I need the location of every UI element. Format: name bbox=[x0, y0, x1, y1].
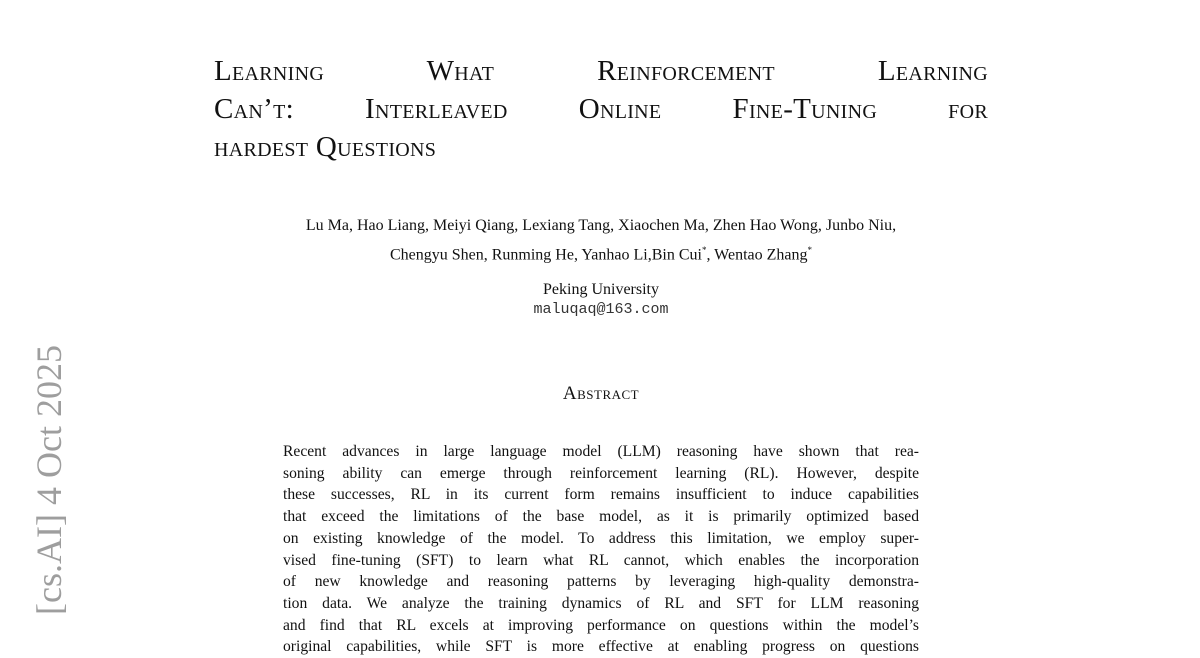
abstract-body bbox=[283, 441, 919, 658]
abstract-line: original capabilities, while SFT is more effective at enabling progress on questions bbox=[283, 638, 919, 656]
paper-title bbox=[214, 52, 988, 166]
abstract-line: and find that RL excels at improving performance on questions within the model’s bbox=[283, 616, 919, 634]
email-link[interactable]: maluqaq@163.com bbox=[533, 301, 669, 318]
title-line-1: Learning What Reinforcement Learning bbox=[214, 55, 988, 87]
arxiv-stamp bbox=[28, 345, 72, 648]
abstract-line: on existing knowledge of the model. To address this limitation, we employ super- bbox=[283, 529, 919, 547]
abstract-line: Recent advances in large language model (LLM) reasoning have shown that rea- bbox=[283, 443, 919, 460]
corresponding-marker: * bbox=[701, 245, 707, 255]
author-line-2 bbox=[214, 238, 988, 267]
corresponding-marker: * bbox=[807, 245, 813, 255]
abstract-line: these successes, RL in its current form remains insufficient to induce capabilities bbox=[283, 486, 919, 504]
author-line-2-part-a: Chengyu Shen, Runming He, Yanhao Li,Bin Cui bbox=[389, 246, 702, 264]
abstract-line: vised fine-tuning (SFT) to learn what RL cannot, which enables the incorporation bbox=[283, 551, 919, 569]
author-line-1: Lu Ma, Hao Liang, Meiyi Qiang, Lexiang Tang, Xiaochen Ma, Zhen Hao Wong, Junbo Niu, bbox=[305, 217, 897, 234]
title-line-3: hardest Questions bbox=[214, 131, 437, 163]
abstract-line: tion data. We analyze the training dynamics of RL and SFT for LLM reasoning bbox=[283, 594, 919, 612]
author-line-2-part-b: , Wentao Zhang bbox=[706, 246, 808, 264]
abstract-line: that exceed the limitations of the base model, as it is primarily optimized based bbox=[283, 508, 919, 526]
author-list bbox=[214, 214, 988, 267]
arxiv-stamp-text: [cs.AI] 4 Oct 2025 bbox=[29, 345, 69, 615]
abstract-line: of new knowledge and reasoning patterns by leveraging high-quality demonstra- bbox=[283, 573, 919, 591]
affiliation: Peking University bbox=[543, 281, 659, 298]
abstract-heading: Abstract bbox=[562, 383, 640, 404]
title-line-2: Can’t: Interleaved Online Fine-Tuning for bbox=[214, 93, 988, 125]
abstract-line: soning ability can emerge through reinforcement learning (RL). However, despite bbox=[283, 464, 919, 482]
